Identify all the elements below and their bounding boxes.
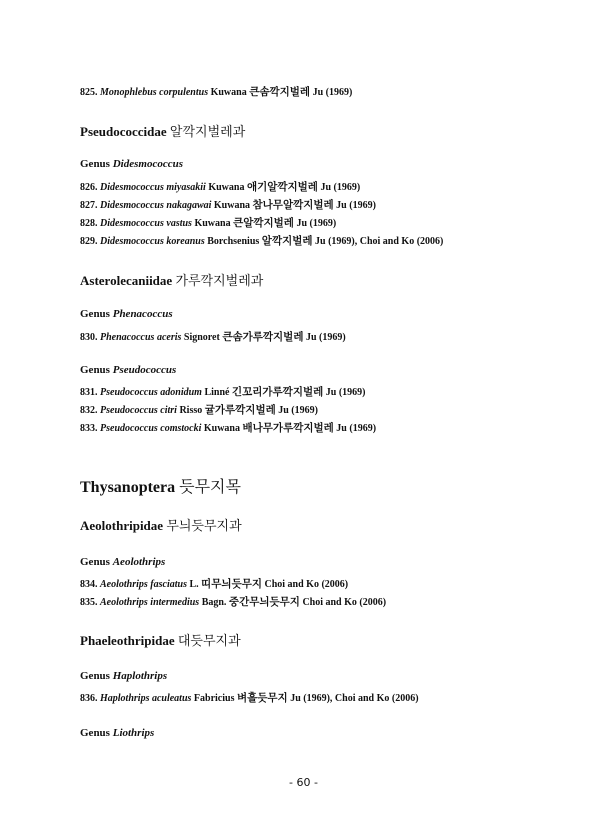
genus-heading: Genus Haplothrips [80,670,168,682]
genus-heading: Genus Liothrips [80,727,155,739]
family-heading: Asterolecaniidae 가루깍지벌레과 [80,273,264,289]
species-entry: 835. Aeolothrips intermedius Bagn. 중간무늬듯무지 Choi and Ko (2006) [80,596,387,608]
species-entry: 833. Pseudococcus comstocki Kuwana 배나무가루깍지벌레 Ju (1969) [80,422,377,434]
species-entry: 828. Didesmococcus vastus Kuwana 큰알깍지벌레 Ju (1969) [80,217,337,229]
species-entry: 832. Pseudococcus citri Risso 귤가루깍지벌레 Ju (1969) [80,404,318,416]
species-entry: 825. Monophlebus corpulentus Kuwana 큰솜깍지벌레 Ju (1969) [80,86,353,98]
family-heading: Pseudococcidae 알깍지벌레과 [80,124,246,140]
family-heading: Aeolothripidae 무늬듯무지과 [80,518,242,534]
page-number: - 60 - [289,776,318,789]
genus-heading: Genus Aeolothrips [80,556,166,568]
species-entry: 836. Haplothrips aculeatus Fabricius 벼흘듯무지 Ju (1969), Choi and Ko (2006) [80,692,419,704]
genus-heading: Genus Didesmococcus [80,158,183,170]
order-heading: Thysanoptera 듯무지목 [80,477,241,496]
family-heading: Phaeleothripidae 대듯무지과 [80,633,241,649]
species-entry: 827. Didesmococcus nakagawai Kuwana 참나무알깍지벌레 Ju (1969) [80,199,376,211]
species-entry: 830. Phenacoccus aceris Signoret 큰솜가루깍지벌레 Ju (1969) [80,331,346,343]
genus-heading: Genus Phenacoccus [80,308,173,320]
species-entry: 831. Pseudococcus adonidum Linné 긴꼬리가루깍지벌레 Ju (1969) [80,386,366,398]
species-entry: 826. Didesmococcus miyasakii Kuwana 애기알깍지벌레 Ju (1969) [80,181,361,193]
species-entry: 834. Aeolothrips fasciatus L. 띠무늬듯무지 Choi and Ko (2006) [80,578,349,590]
genus-heading: Genus Pseudococcus [80,364,177,376]
species-entry: 829. Didesmococcus koreanus Borchsenius 알깍지벌레 Ju (1969), Choi and Ko (2006) [80,235,444,247]
